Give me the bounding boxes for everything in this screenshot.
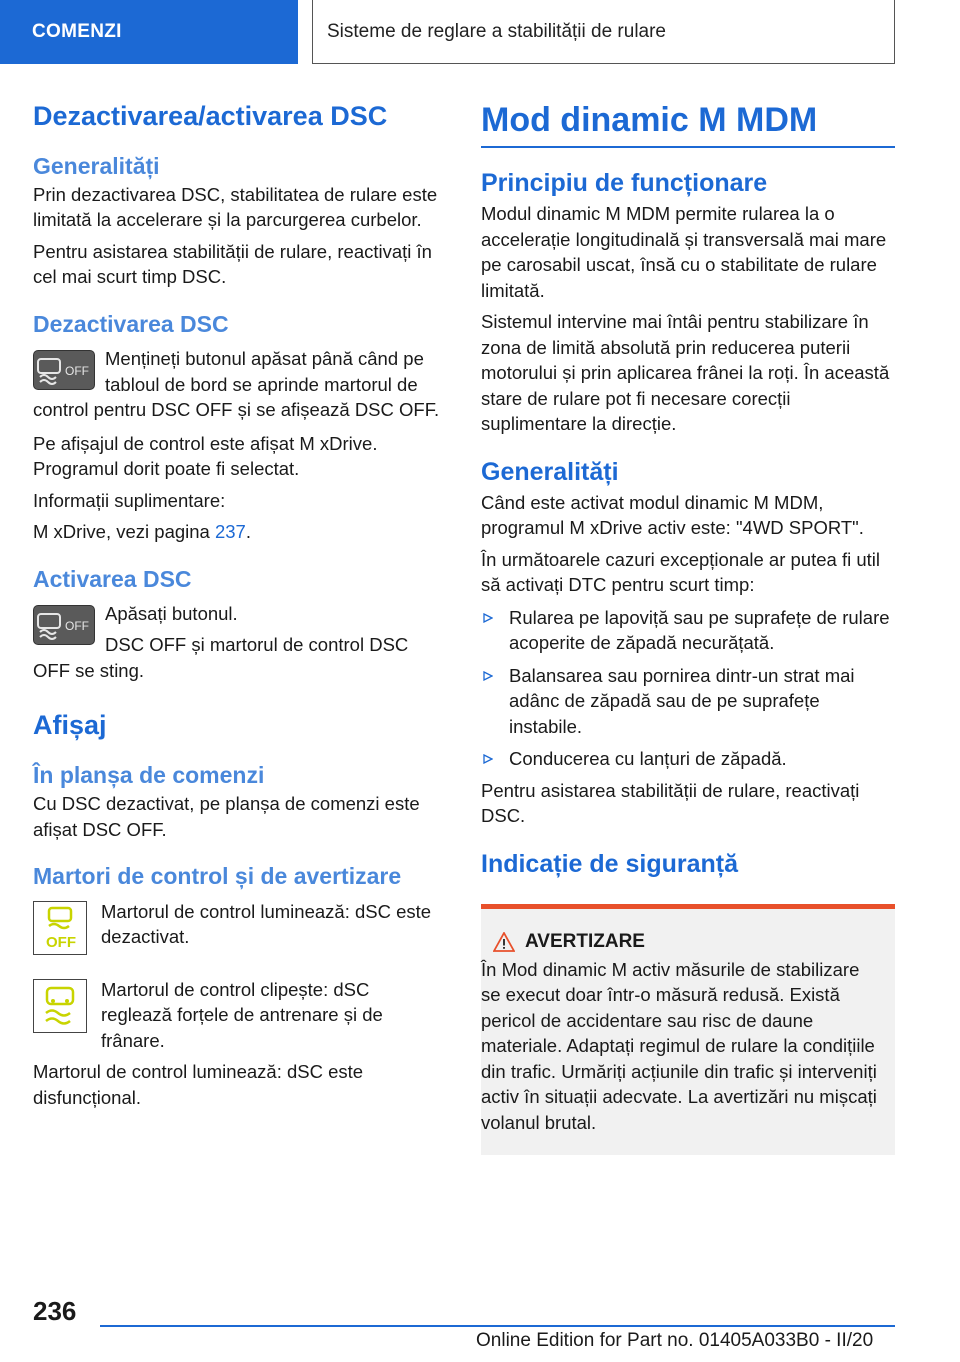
activate-block — [33, 601, 443, 684]
paragraph: În următoarele cazuri excepționale ar putea fi util să activați DTC pentru scurt timp: — [481, 548, 880, 596]
triangle-bullet-icon — [483, 671, 493, 681]
paragraph: DSC OFF și martorul de control DSC OFF se sting. — [33, 634, 409, 681]
paragraph: Când este activat modul dinamic M MDM, programul M xDrive activ este: "4WD SPORT". — [481, 491, 864, 539]
lamp-block-2 — [33, 977, 443, 1111]
heading-rule — [481, 146, 895, 148]
paragraph: Pentru asistarea stabilității de rulare, reactivați DSC. — [481, 779, 860, 827]
lamp-block-1 — [33, 899, 443, 959]
paragraph: Martorul de control luminează: dSC este disfuncțional. — [33, 1061, 364, 1108]
list-item: Conducerea cu lanțuri de zăpadă. — [481, 746, 895, 772]
heading-general: Generalități — [33, 152, 160, 179]
heading-display: Afișaj — [33, 710, 107, 741]
warning-box — [481, 904, 895, 1156]
heading-dsc-toggle: Dezactivarea/activarea DSC — [33, 101, 388, 131]
footer-rule — [100, 1325, 895, 1327]
list-item: Balansarea sau pornirea dintr-un strat mai adânc de zăpadă sau de pe suprafețe instabile. — [481, 663, 895, 740]
page-number: 236 — [33, 1296, 77, 1326]
heading-control-panel: În planșa de comenzi — [33, 762, 265, 789]
paragraph: Mențineți butonul apăsat până când pe tabloul de bord se aprinde martorul de control pentru DSC OFF și se afișează DSC OFF. — [33, 348, 440, 421]
heading-deactivate: Dezactivarea DSC — [33, 310, 229, 337]
paragraph: Pe afișajul de control este afișat M xDrive. Programul dorit poate fi selectat. — [33, 432, 378, 480]
paragraph: Cu DSC dezactivat, pe planșa de comenzi este afișat DSC OFF. — [33, 793, 420, 840]
deactivate-block — [33, 346, 443, 423]
warning-triangle-icon — [493, 932, 515, 952]
dsc-off-lamp-icon — [33, 901, 87, 955]
header-title-box — [312, 0, 895, 64]
left-column — [33, 98, 443, 1110]
lamp-text: OFF — [46, 933, 76, 951]
heading-safety: Indicație de siguranță — [481, 849, 739, 878]
heading-general: Generalități — [481, 457, 619, 486]
right-column — [481, 98, 895, 1155]
heading-indicator-lamps: Martori de control și de avertizare — [33, 863, 402, 890]
dsc-off-button-icon — [33, 605, 95, 645]
paragraph: Sistemul intervine mai întâi pentru stabilizare în zona de limită absolută prin reducerea puterii motorului și prin aplicarea frânei la roți. În această stare de rulare pot fi necesare corecții suplimentare la direcție. — [481, 311, 890, 435]
heading-mdm: Mod dinamic M MDM — [481, 101, 818, 139]
triangle-bullet-icon — [483, 613, 493, 623]
dsc-button-text: OFF — [65, 618, 89, 633]
header-section-tab — [0, 0, 298, 64]
paragraph: Martorul de control clipește: dSC reglează forțele de antrenare și de frânare. — [101, 978, 383, 1051]
footer-edition: Online Edition for Part no. 01405A033B0 - II/20 — [476, 1330, 874, 1351]
dsc-off-button-icon — [33, 350, 95, 390]
paragraph: Modul dinamic M MDM permite rularea la o accelerație longitudinală și transversală mai mare pe carosabil uscat, însă cu o stabilitate de rulare limitată. — [481, 203, 887, 301]
triangle-bullet-icon — [483, 754, 493, 764]
heading-activate: Activarea DSC — [33, 565, 192, 592]
warning-title-row — [481, 931, 881, 953]
paragraph: Martorul de control luminează: dSC este dezactivat. — [101, 900, 432, 948]
page-link[interactable]: 237 — [214, 521, 246, 543]
paragraph: Prin dezactivarea DSC, stabilitatea de rulare este limitată la accelerare și la parcurgerea curbelor. — [33, 183, 438, 231]
warning-text: În Mod dinamic M activ măsurile de stabilizare se execut doar într-o măsură redusă. Există pericol de accidentare sau risc de daune materiale. Adaptați regimul de rulare la condițiile din trafic. Urmăriți acțiunile din trafic și interveniți activ în situații adecvate. La avertizări nu mișcați volanul brutal. — [481, 958, 877, 1133]
paragraph: Informații suplimentare: — [33, 489, 226, 511]
dsc-button-text: OFF — [65, 364, 89, 379]
header-title: Sisteme de reglare a stabilității de rulare — [327, 20, 667, 42]
bullet-list — [481, 605, 895, 772]
list-item: Rularea pe lapoviță sau pe suprafețe de rulare acoperite de zăpadă necurățată. — [481, 605, 895, 656]
paragraph: Pentru asistarea stabilității de rulare, reactivați în cel mai scurt timp DSC. — [33, 240, 432, 288]
paragraph-reference: M xDrive, vezi pagina 237. — [33, 521, 251, 543]
warning-title: AVERTIZARE — [525, 930, 645, 952]
heading-principle: Principiu de funcționare — [481, 169, 768, 198]
paragraph: Apăsați butonul. — [105, 602, 238, 624]
header-section-label: COMENZI — [32, 21, 122, 42]
dsc-lamp-icon — [33, 979, 87, 1033]
